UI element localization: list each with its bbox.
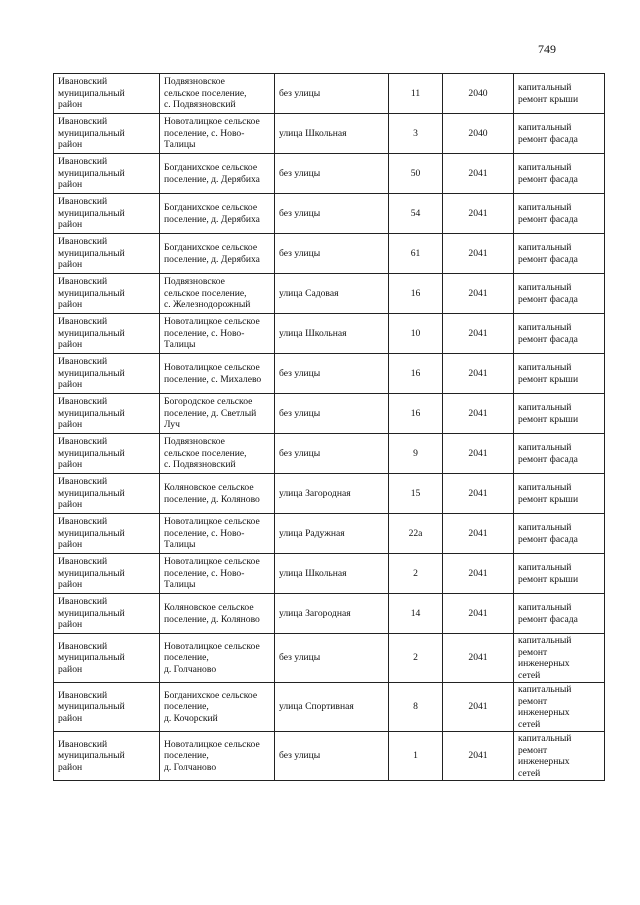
table-row [54,74,605,114]
district-cell [54,314,160,354]
year-cell-text: 2041 [468,167,488,179]
house-number-cell-text: 2 [413,652,418,664]
table-row [54,394,605,434]
year-cell [443,683,514,732]
work-type-cell-text: капитальный ремонт инженерных сетей [518,635,572,681]
settlement-cell-text: Богданихское сельское поселение, д. Дерябиха [164,202,260,225]
settlement-cell [160,314,275,354]
work-type-cell-text: капитальный ремонт фасада [518,322,578,345]
district-cell [54,74,160,114]
house-number-cell [389,194,443,234]
settlement-cell [160,554,275,594]
work-type-cell [514,594,605,634]
work-type-cell-text: капитальный ремонт крыши [518,362,579,385]
district-cell-text: Ивановский муниципальный район [58,316,125,351]
district-cell-text: Ивановский муниципальный район [58,116,125,151]
work-type-cell [514,194,605,234]
settlement-cell-text: Новоталицкое сельское поселение, с. Михалево [164,362,262,385]
house-number-cell-text: 9 [413,447,418,459]
settlement-cell [160,514,275,554]
district-cell [54,394,160,434]
district-cell [54,274,160,314]
district-cell-text: Ивановский муниципальный район [58,596,125,631]
work-type-cell-text: капитальный ремонт фасада [518,242,578,265]
work-type-cell [514,474,605,514]
house-number-cell [389,154,443,194]
district-cell [54,554,160,594]
settlement-cell [160,434,275,474]
district-cell-text: Ивановский муниципальный район [58,196,125,231]
house-number-cell-text: 16 [410,367,421,379]
house-number-cell-text: 3 [413,127,418,139]
street-cell-text: улица Школьная [279,327,347,339]
district-cell [54,234,160,274]
house-number-cell-text: 22а [408,527,423,539]
settlement-cell [160,114,275,154]
district-cell [54,354,160,394]
year-cell [443,314,514,354]
street-cell [275,732,389,781]
year-cell [443,474,514,514]
table-row [54,234,605,274]
street-cell [275,74,389,114]
street-cell [275,154,389,194]
year-cell [443,394,514,434]
district-cell [54,154,160,194]
work-type-cell [514,554,605,594]
work-type-cell [514,154,605,194]
street-cell-text: без улицы [279,367,321,379]
settlement-cell-text: Богданихское сельское поселение, д. Кочорский [164,689,258,724]
street-cell-text: без улицы [279,167,321,179]
settlement-cell [160,594,275,634]
street-cell-text: без улицы [279,87,321,99]
house-number-cell-text: 14 [410,607,421,619]
work-type-cell [514,114,605,154]
street-cell-text: без улицы [279,407,321,419]
settlement-cell-text: Подвязновское сельское поселение, с. Подвязновский [164,436,247,471]
street-cell-text: улица Спортивная [279,701,354,713]
settlement-cell-text: Новоталицкое сельское поселение, д. Голчаново [164,640,260,675]
house-number-cell [389,514,443,554]
street-cell [275,554,389,594]
street-cell [275,394,389,434]
year-cell-text: 2041 [468,607,488,619]
table-row [54,594,605,634]
settlement-cell-text: Новоталицкое сельское поселение, д. Голчаново [164,738,260,773]
settlement-cell-text: Подвязновское сельское поселение, с. Железнодорожный [164,276,251,311]
work-type-cell [514,514,605,554]
settlement-cell-text: Новоталицкое сельское поселение, с. Ново- Талицы [164,116,260,151]
work-type-cell [514,314,605,354]
house-number-cell [389,274,443,314]
house-number-cell-text: 10 [410,327,421,339]
settlement-cell-text: Новоталицкое сельское поселение, с. Ново- Талицы [164,516,260,551]
street-cell [275,683,389,732]
table-body [54,74,605,781]
street-cell [275,594,389,634]
street-cell [275,434,389,474]
table-row [54,554,605,594]
street-cell [275,474,389,514]
house-number-cell [389,114,443,154]
year-cell [443,732,514,781]
table-row [54,434,605,474]
year-cell-text: 2041 [468,287,488,299]
year-cell-text: 2041 [468,327,488,339]
district-cell-text: Ивановский муниципальный район [58,276,125,311]
street-cell-text: улица Садовая [279,287,339,299]
street-cell [275,274,389,314]
street-cell-text: без улицы [279,447,321,459]
work-type-cell-text: капитальный ремонт крыши [518,402,579,425]
work-type-cell-text: капитальный ремонт фасада [518,162,578,185]
year-cell-text: 2041 [468,652,488,664]
district-cell-text: Ивановский муниципальный район [58,236,125,271]
work-type-cell-text: капитальный ремонт фасада [518,602,578,625]
street-cell [275,114,389,154]
district-cell [54,594,160,634]
district-cell [54,514,160,554]
district-cell [54,683,160,732]
street-cell-text: без улицы [279,247,321,259]
district-cell [54,634,160,683]
work-type-cell-text: капитальный ремонт крыши [518,482,579,505]
settlement-cell-text: Коляновское сельское поселение, д. Коляново [164,482,260,505]
table-row [54,154,605,194]
work-type-cell [514,634,605,683]
page-number: 749 [538,42,556,56]
year-cell [443,154,514,194]
table-row [54,634,605,683]
house-number-cell-text: 8 [413,701,418,713]
year-cell [443,594,514,634]
settlement-cell [160,74,275,114]
settlement-cell [160,354,275,394]
settlement-cell [160,154,275,194]
street-cell-text: улица Загородная [279,607,351,619]
work-type-cell-text: капитальный ремонт крыши [518,82,579,105]
settlement-cell [160,194,275,234]
year-cell [443,114,514,154]
house-number-cell [389,474,443,514]
year-cell [443,194,514,234]
year-cell-text: 2041 [468,750,488,762]
house-number-cell-text: 11 [410,87,421,99]
district-cell-text: Ивановский муниципальный район [58,476,125,511]
district-cell-text: Ивановский муниципальный район [58,436,125,471]
year-cell-text: 2040 [468,127,488,139]
street-cell-text: улица Радужная [279,527,345,539]
work-type-cell [514,434,605,474]
district-cell-text: Ивановский муниципальный район [58,738,125,773]
district-cell-text: Ивановский муниципальный район [58,356,125,391]
district-cell-text: Ивановский муниципальный район [58,689,125,724]
year-cell [443,514,514,554]
year-cell [443,434,514,474]
work-type-cell-text: капитальный ремонт инженерных сетей [518,684,572,730]
work-type-cell [514,74,605,114]
settlement-cell-text: Новоталицкое сельское поселение, с. Ново- Талицы [164,556,260,591]
house-number-cell [389,314,443,354]
table-row [54,474,605,514]
district-cell [54,474,160,514]
year-cell [443,634,514,683]
table-row [54,274,605,314]
district-cell [54,114,160,154]
work-type-cell-text: капитальный ремонт фасада [518,122,578,145]
house-number-cell [389,634,443,683]
settlement-cell [160,234,275,274]
district-cell-text: Ивановский муниципальный район [58,640,125,675]
table-row [54,194,605,234]
year-cell-text: 2040 [468,87,488,99]
work-type-cell [514,683,605,732]
district-cell [54,194,160,234]
settlement-cell [160,394,275,434]
district-cell-text: Ивановский муниципальный район [58,76,125,111]
work-type-cell-text: капитальный ремонт фасада [518,442,578,465]
house-number-cell [389,554,443,594]
house-number-cell [389,594,443,634]
work-type-cell [514,394,605,434]
house-number-cell [389,354,443,394]
settlement-cell-text: Богородское сельское поселение, д. Светлый Луч [164,396,257,431]
year-cell-text: 2041 [468,701,488,713]
house-number-cell-text: 54 [410,207,421,219]
year-cell-text: 2041 [468,487,488,499]
settlement-cell [160,634,275,683]
year-cell [443,354,514,394]
house-number-cell [389,732,443,781]
district-cell [54,732,160,781]
street-cell [275,634,389,683]
year-cell-text: 2041 [468,367,488,379]
house-number-cell-text: 2 [413,567,418,579]
settlement-cell-text: Коляновское сельское поселение, д. Коляново [164,602,260,625]
district-cell-text: Ивановский муниципальный район [58,556,125,591]
year-cell [443,554,514,594]
house-number-cell-text: 16 [410,287,421,299]
work-type-cell [514,234,605,274]
work-type-cell [514,354,605,394]
housing-repair-table [53,73,605,781]
street-cell-text: без улицы [279,750,321,762]
street-cell [275,514,389,554]
settlement-cell-text: Богданихское сельское поселение, д. Дерябиха [164,162,260,185]
work-type-cell [514,732,605,781]
work-type-cell [514,274,605,314]
work-type-cell-text: капитальный ремонт фасада [518,522,578,545]
street-cell [275,354,389,394]
house-number-cell [389,434,443,474]
settlement-cell [160,274,275,314]
district-cell-text: Ивановский муниципальный район [58,156,125,191]
street-cell [275,234,389,274]
house-number-cell [389,74,443,114]
year-cell-text: 2041 [468,447,488,459]
table-row [54,732,605,781]
work-type-cell-text: капитальный ремонт фасада [518,282,578,305]
house-number-cell [389,234,443,274]
settlement-cell-text: Новоталицкое сельское поселение, с. Ново- Талицы [164,316,260,351]
year-cell-text: 2041 [468,407,488,419]
district-cell [54,434,160,474]
house-number-cell-text: 15 [410,487,421,499]
street-cell-text: улица Школьная [279,567,347,579]
street-cell [275,314,389,354]
house-number-cell [389,683,443,732]
house-number-cell-text: 61 [410,247,421,259]
street-cell-text: улица Школьная [279,127,347,139]
district-cell-text: Ивановский муниципальный район [58,516,125,551]
year-cell-text: 2041 [468,207,488,219]
year-cell [443,74,514,114]
work-type-cell-text: капитальный ремонт инженерных сетей [518,733,572,779]
street-cell [275,194,389,234]
district-cell-text: Ивановский муниципальный район [58,396,125,431]
house-number-cell-text: 1 [413,750,418,762]
settlement-cell-text: Подвязновское сельское поселение, с. Подвязновский [164,76,247,111]
street-cell-text: без улицы [279,207,321,219]
year-cell-text: 2041 [468,567,488,579]
settlement-cell-text: Богданихское сельское поселение, д. Дерябиха [164,242,260,265]
year-cell-text: 2041 [468,527,488,539]
table-row [54,683,605,732]
table-row [54,314,605,354]
house-number-cell-text: 16 [410,407,421,419]
street-cell-text: улица Загородная [279,487,351,499]
house-number-cell-text: 50 [410,167,421,179]
table-row [54,114,605,154]
year-cell [443,274,514,314]
settlement-cell [160,683,275,732]
year-cell [443,234,514,274]
settlement-cell [160,732,275,781]
work-type-cell-text: капитальный ремонт крыши [518,562,579,585]
table-row [54,354,605,394]
street-cell-text: без улицы [279,652,321,664]
year-cell-text: 2041 [468,247,488,259]
table-row [54,514,605,554]
settlement-cell [160,474,275,514]
work-type-cell-text: капитальный ремонт фасада [518,202,578,225]
house-number-cell [389,394,443,434]
